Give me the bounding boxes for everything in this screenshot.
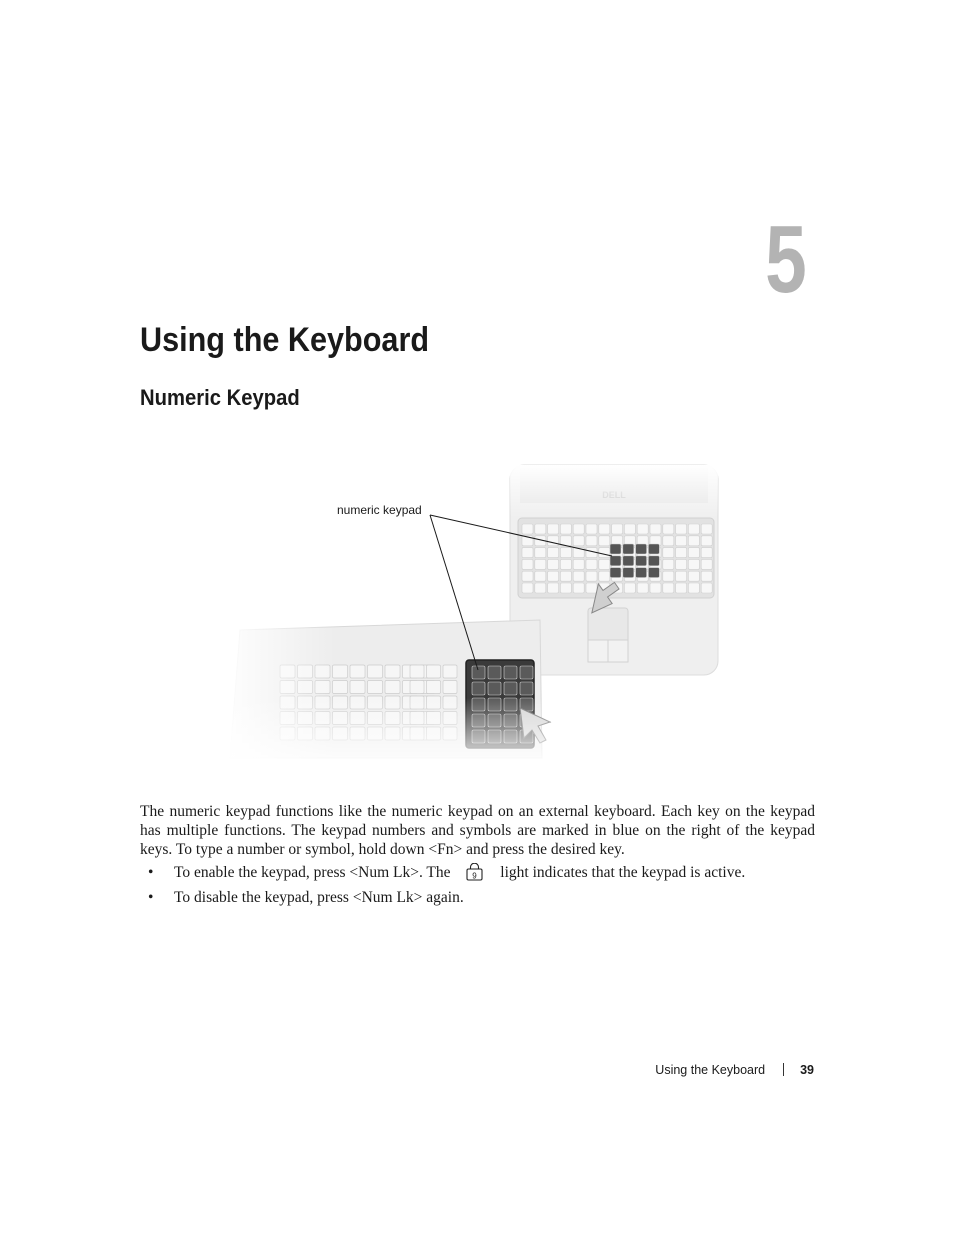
page-footer <box>655 1061 814 1079</box>
bullet-list <box>140 863 815 913</box>
numeric-keypad-callout: numeric keypad <box>337 503 422 517</box>
list-item: • To disable the keypad, press <Num Lk> again. <box>148 889 464 906</box>
page-number: 39 <box>800 1063 814 1077</box>
num-lock-icon <box>464 863 486 881</box>
external-keyboard-drawing <box>220 610 550 770</box>
section-title: Numeric Keypad <box>140 385 300 410</box>
footer-section-title: Using the Keyboard <box>655 1063 766 1077</box>
chapter-title: Using the Keyboard <box>140 321 430 359</box>
bullet-mark: • <box>148 864 154 881</box>
svg-text:9: 9 <box>472 871 478 881</box>
list-item: • To enable the keypad, press <Num Lk>. The 9 light indicates that the keypad is active. <box>148 864 746 881</box>
keyboard-illustration <box>220 460 730 770</box>
chapter-number: 5 <box>765 206 807 313</box>
footer-divider <box>783 1063 784 1076</box>
body-paragraph: The numeric keypad functions like the numeric keypad on an external keyboard. Each key on the keypad has multiple functions. The keypad numbers and symbols are marked in blue on the right of the keypad keys. To type a number or symbol, hold down <Fn> and press the desired key. <box>140 803 815 858</box>
bullet-mark: • <box>148 889 154 906</box>
